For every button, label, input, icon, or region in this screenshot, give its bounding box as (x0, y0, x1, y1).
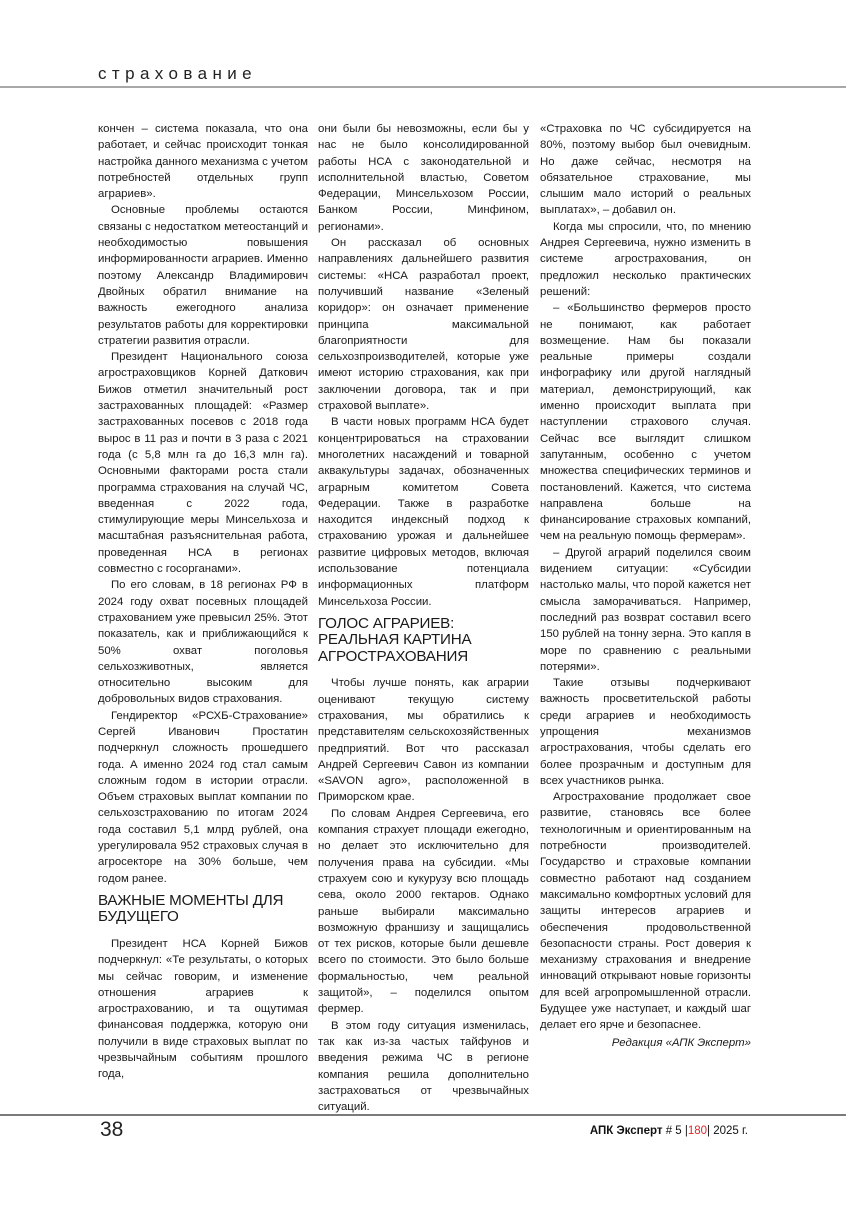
paragraph: В этом году ситуация изменилась, так как из-за частых тайфунов и введения режима ЧС в регионе компания решила дополнительно застраховаться от чрезвычайных ситуаций. (318, 1019, 529, 1114)
magazine-issue-info (590, 1125, 748, 1137)
issue-number: # 5 | (665, 1125, 688, 1137)
paragraph: Он рассказал об основных направлениях дальнейшего развития системы: «НСА разработал проект, получивший название «Зеленый коридор»: он означает применение принципа максимальной благоприятности для сельхозпроизводителей, которые уже имеют историю страхования, как при заключении договора, так и при страховой выплате». (318, 237, 529, 413)
paragraph: По словам Андрея Сергеевича, его компания страхует площади ежегодно, но делает это исключительно для получения права на субсидии. «Мы страхуем сою и кукурузу всю площадь сева, около 2000 гектаров. Однако раньше выбирали максимально возможную франшизу и защищались от тех рисков, которые были дешевле всего по стоимости. Это было больше формальностью, чем реальной защитой», – поделился опытом фермер. (318, 807, 529, 1016)
paragraph: В части новых программ НСА будет концентрироваться на страховании многолетних насаждений и товарной аквакультуры задачах, обозначенных аграрным комитетом Совета Федерации. Также в разработке находится индексный подход к страхованию урожая и дальнейшее развитие цифровых методов, включая использование потенциала информационных платформ Минсельхоза России. (318, 416, 529, 608)
paragraph: Агрострахование продолжает свое развитие, становясь все более технологичным и ориентированным на потребности производителей. Государство и страховые компании совместно работают над созданием максимально комфортных условий для защиты интересов аграриев и обеспечения продовольственной безопасности страны. Рост доверия к механизму страхования и внедрение инноваций открывают новые горизонты для всей агропромышленной отрасли. Будущее уже наступает, и каждый шаг делает его ярче и безопаснее. (540, 791, 751, 1032)
paragraph: – «Большинство фермеров просто не понимают, как работает возмещение. Нам бы показали реальные примеры создали инфографику или другой наглядный материал, демонстрирующий, как именно происходит выплата при наступлении страхового случая. Сейчас все выглядит слишком запутанным, особенно с учетом множества специфических терминов и постановлений. Кажется, что система направлена больше на финансирование страховых компаний, чем на реальную помощь фермерам». (540, 302, 751, 543)
header-divider (0, 86, 846, 88)
page-number: 38 (100, 1118, 124, 1141)
paragraph: Когда мы спросили, что, по мнению Андрея Сергеевича, нужно изменить в системе агрострахования, он предложил несколько практических решений: (540, 220, 751, 298)
issue-year: | 2025 г. (707, 1125, 748, 1137)
section-title: страхование (98, 64, 257, 83)
paragraph: кончен – система показала, что она работает, и сейчас происходит тонкая настройка данного механизма с учетом потребностей отдельных групп аграриев». (98, 123, 308, 201)
paragraph: – Другой аграрий поделился своим видением ситуации: «Субсидии настолько малы, что порой кажется нет смысла заморачиваться. Например, последний раз возврат составил всего 150 рублей на тонну зерна. Это капля в море по сравнению с реальными потерями». (540, 546, 751, 673)
paragraph: Основные проблемы остаются связаны с недостатком метеостанций и необходимостью повышения информированности аграриев. Именно поэтому Александр Владимирович Двойных обратил внимание на важность ежегодного анализа результатов работы для корректировки стратегии развития отрасли. (98, 204, 308, 347)
paragraph: Такие отзывы подчеркивают важность просветительской работы среди аграриев и необходимость упрощения механизмов агрострахования, чтобы сделать его более прозрачным и доступным для всех участников рынка. (540, 677, 751, 787)
paragraph: Гендиректор «РСХБ-Страхование» Сергей Иванович Простатин подчеркнул сложность прошедшего года. А именно 2024 год стал самым сложным годом в истории отрасли. Объем страховых выплат компании по сельхозстрахованию по итогам 2024 года составил 5,1 млрд рублей, она урегулировала 952 страховых случая в агросекторе на 30% больше, чем годом ранее. (98, 709, 308, 885)
paragraph: По его словам, в 18 регионах РФ в 2024 году охват посевных площадей страхованием уже превысил 25%. Этот показатель, как и приближающийся к 50% охват поголовья сельхозживотных, является относительно высоким для добровольных видов страхования. (98, 579, 308, 706)
article-column-1 (98, 121, 308, 1083)
paragraph: «Страховка по ЧС субсидируется на 80%, поэтому выбор был очевидным. Но даже сейчас, несмотря на обязательное страхование, мы слышим мало историй о реальных выплатах», – добавил он. (540, 123, 751, 217)
subheading: ГОЛОС АГРАРИЕВ: РЕАЛЬНАЯ КАРТИНА АГРОСТРАХОВАНИЯ (318, 614, 472, 665)
article-column-2 (318, 121, 529, 1115)
paragraph: они были бы невозможны, если бы у нас не было консолидированной работы НСА с законодательной и исполнительной властью, Советом Федерации, Минсельхозом России, Банком России, Минфином, регионами». (318, 123, 529, 233)
footer-divider (0, 1114, 846, 1116)
article-column-3 (540, 121, 751, 1051)
author-signature: Редакция «АПК Эксперт» (611, 1036, 751, 1049)
paragraph: Президент НСА Корней Бижов подчеркнул: «Те результаты, о которых мы сейчас говорим, и изменение отношения аграриев к агрострахованию, и та ощутимая финансовая поддержка, которую они получили в виде страховых выплат по чрезвычайным событиям прошлого года, (98, 937, 308, 1081)
paragraph: Чтобы лучше понять, как аграрии оценивают текущую систему страхования, мы обратились к представителям сельскохозяйственных предприятий. Вот что рассказал Андрей Сергеевич Савон из компании «SAVON agro», расположенной в Приморском крае. (318, 677, 529, 804)
magazine-name: АПК Эксперт (589, 1125, 663, 1137)
issue-total-number: 180 (687, 1125, 708, 1137)
paragraph: Президент Национального союза агростраховщиков Корней Даткович Бижов отметил значительный рост застрахованных площадей: «Размер застрахованных посевов с 2018 года вырос в 11 раз и почти в 3 раза с 2021 года (с 5,8 млн га до 16,3 млн га). Основными факторами роста стали программа страхования на случай ЧС, введенная с 2022 года, стимулирующие меры Минсельхоза и масштабная разъяснительная работа, проведенная НСА в регионах совместно с госорганами». (98, 351, 308, 576)
subheading: ВАЖНЫЕ МОМЕНТЫ ДЛЯ БУДУЩЕГО (98, 891, 284, 926)
